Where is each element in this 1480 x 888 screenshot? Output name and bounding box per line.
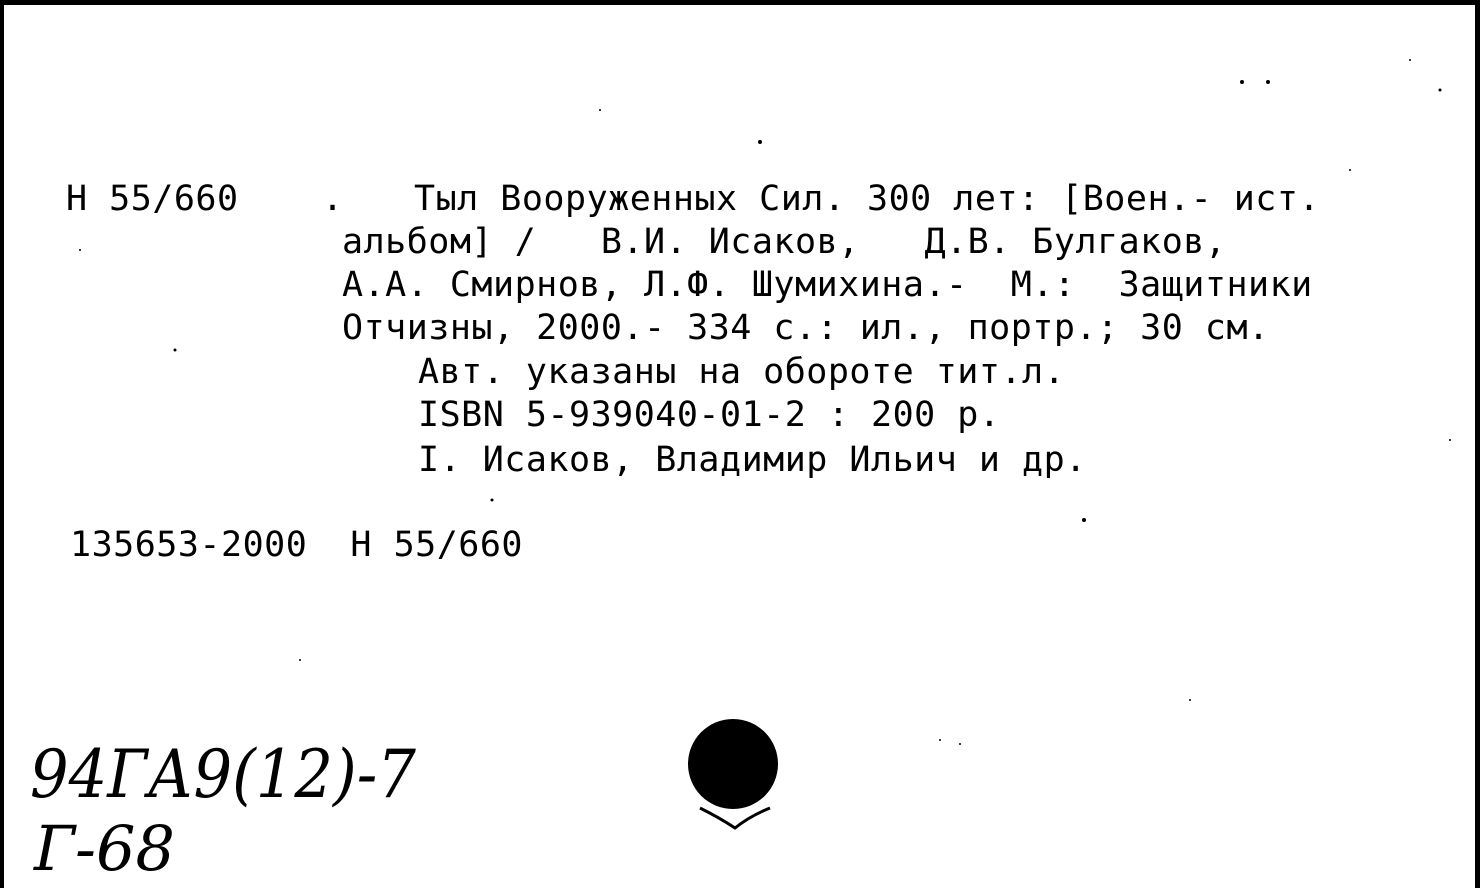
entry-line-2: альбом] / В.И. Исаков, Д.В. Булгаков, (342, 222, 1227, 262)
punch-hole-icon (680, 708, 790, 838)
call-number: Н 55/660 (66, 179, 239, 219)
entry-line-1: Тыл Вооруженных Сил. 300 лет: [Воен.- ист. (414, 179, 1321, 219)
entry-line-4: Отчизны, 2000.- 334 с.: ил., портр.; 30 см. (342, 308, 1270, 348)
note-authors: Авт. указаны на обороте тит.л. (418, 352, 1066, 392)
entry-line-3: А.А. Смирнов, Л.Ф. Шумихина.- М.: Защитники (342, 265, 1313, 305)
note-tracing: I. Исаков, Владимир Ильич и др. (418, 440, 1087, 480)
handwritten-classification: 94ГА9(12)-7 (30, 736, 416, 813)
accession-number: 135653-2000 Н 55/660 (70, 525, 524, 565)
dot-mark: . (322, 179, 344, 219)
handwritten-author-mark: Г-68 (34, 812, 175, 885)
note-isbn: ISBN 5-939040-01-2 : 200 р. (418, 395, 1001, 435)
